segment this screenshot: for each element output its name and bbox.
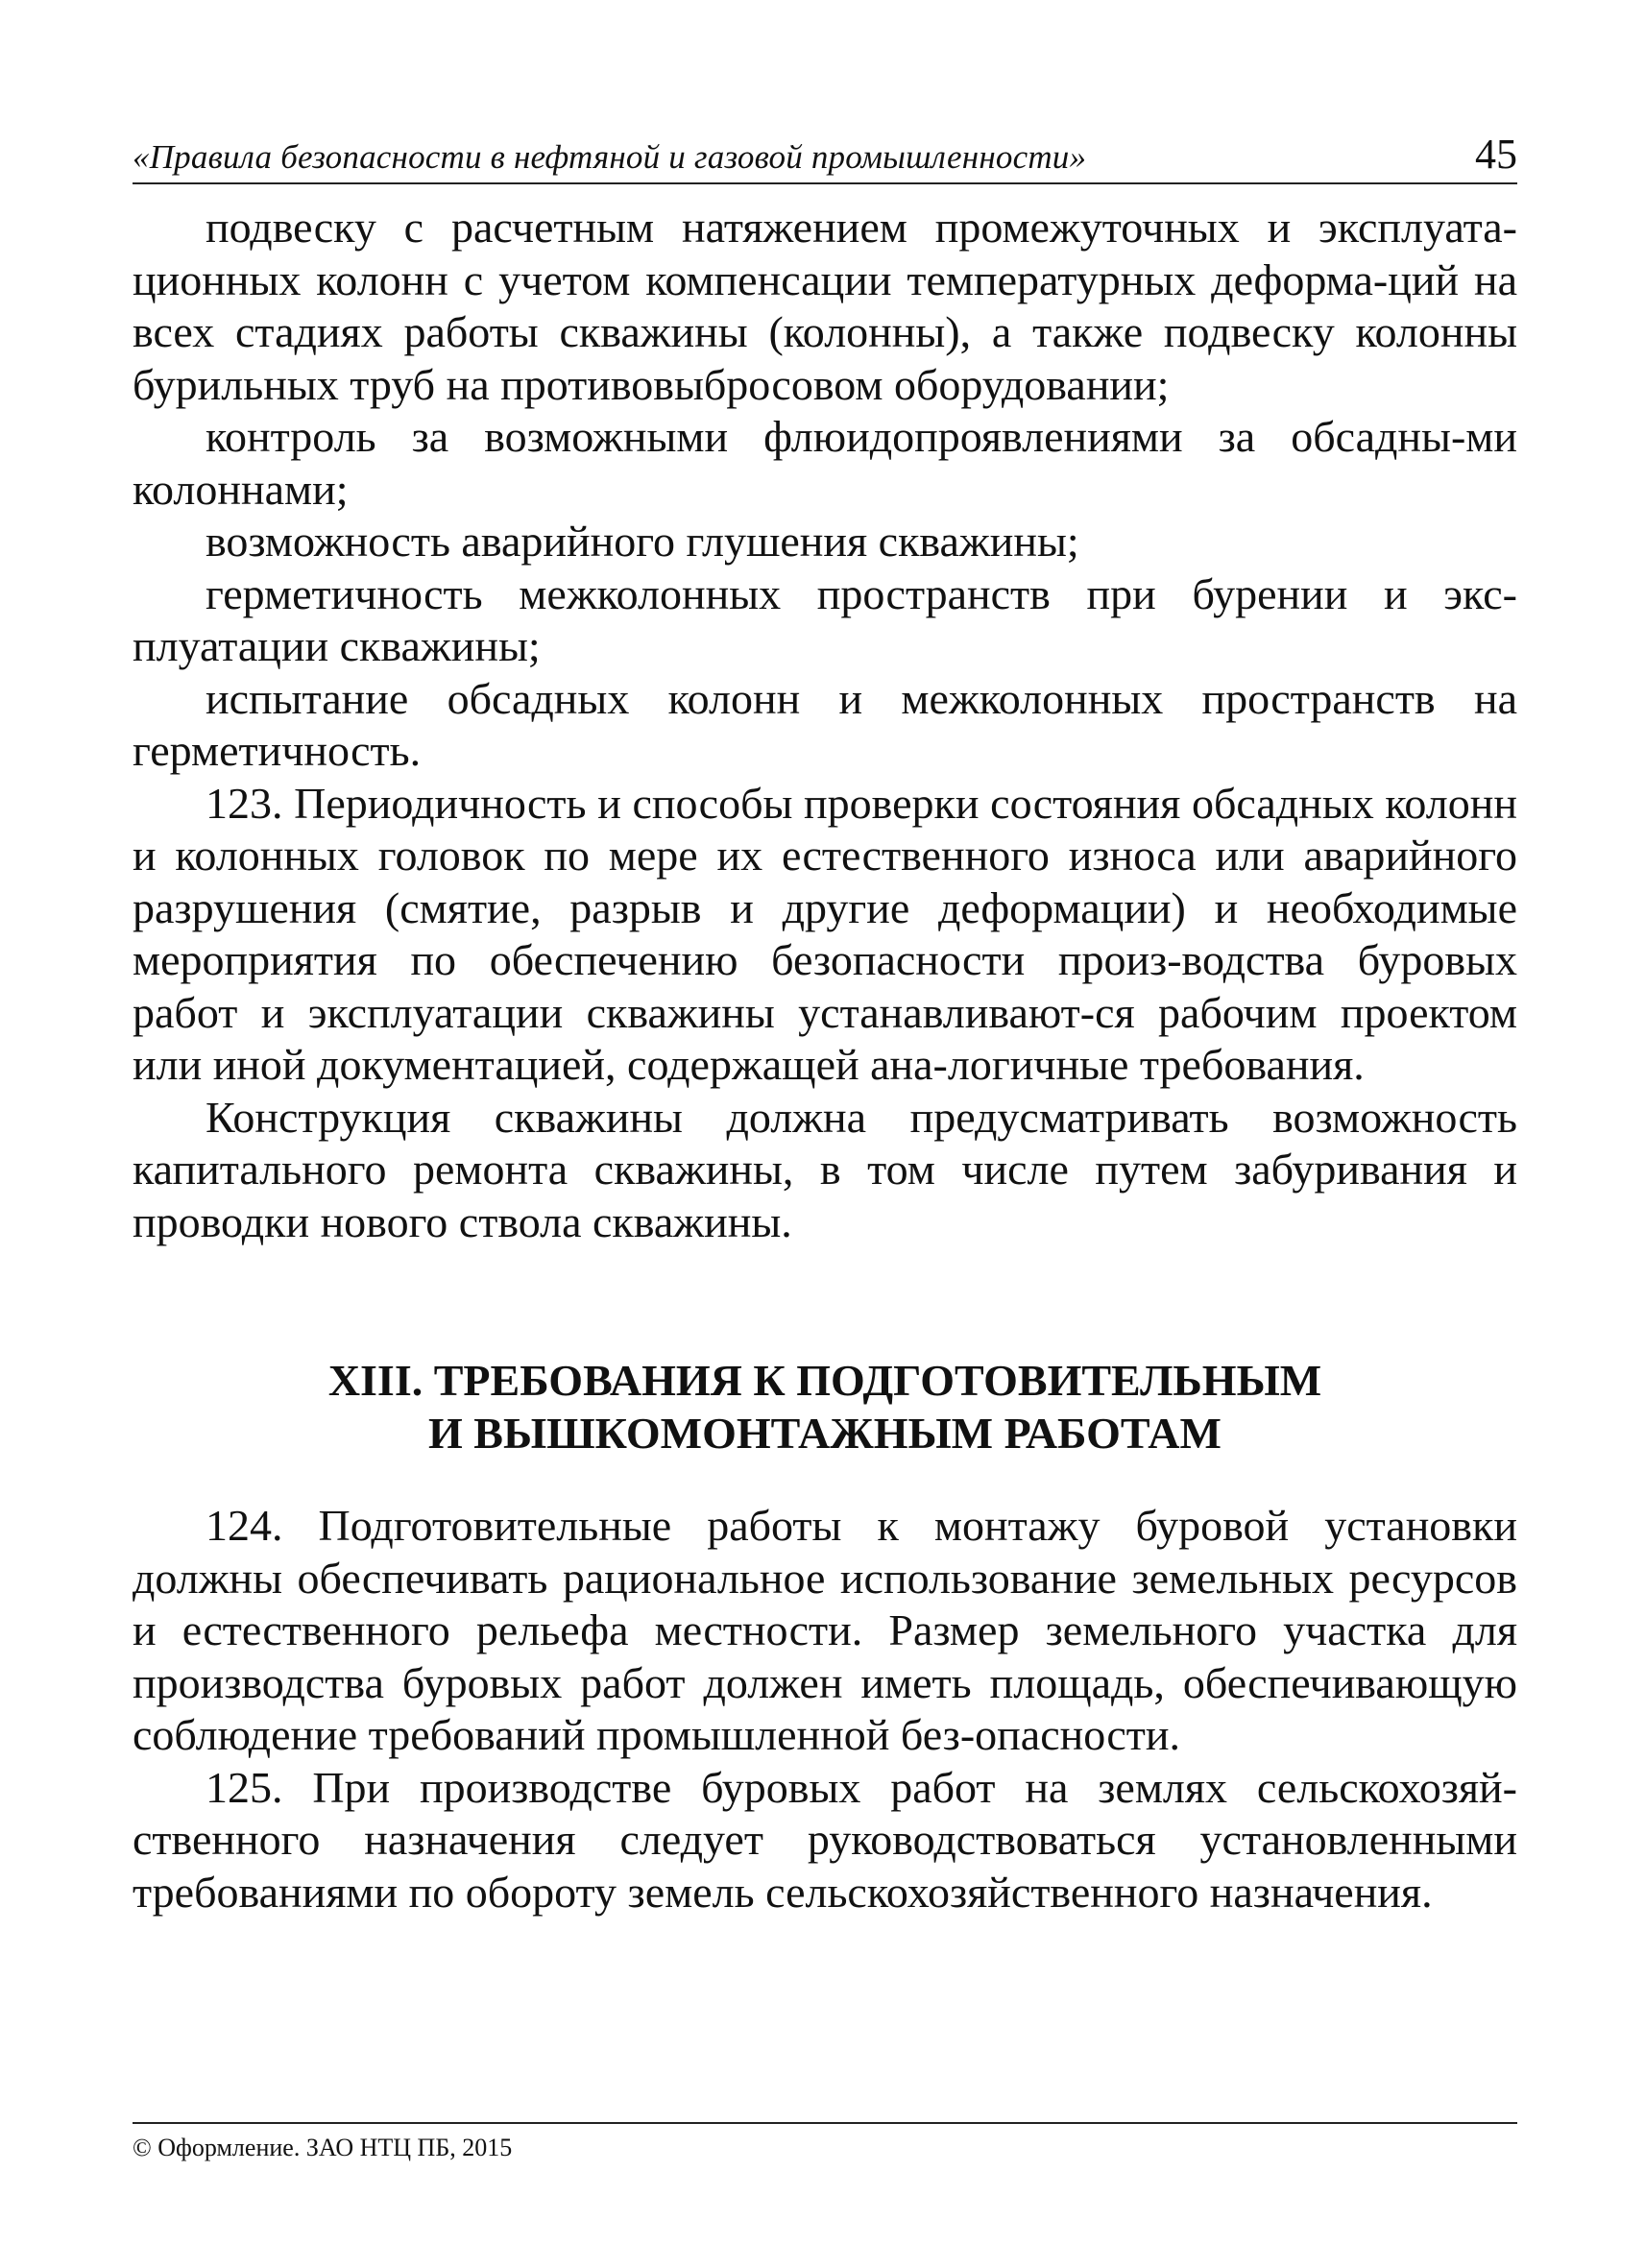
section-heading-line: И ВЫШКОМОНТАЖНЫМ РАБОТАМ [428, 1409, 1222, 1458]
paragraph: герметичность межколонных пространств при бурении и экс-плуатации скважины; [133, 568, 1517, 670]
section-heading-line: XIII. ТРЕБОВАНИЯ К ПОДГОТОВИТЕЛЬНЫМ [327, 1356, 1322, 1405]
section-heading [133, 1354, 1517, 1460]
paragraph: контроль за возможными флюидопроявлениями за обсадны-ми колоннами; [133, 412, 1517, 514]
paragraph-123: 123. Периодичность и способы проверки состояния обсадных колонн и колонных головок по мере их естественного износа или аварийного разрушения (смятие, разрыв и другие деформации) и необходимые мероприятия по обеспечению безопасности произ-водства буровых работ и эксплуатации скважины устанавливают-ся рабочим проектом или иной документацией, содержащей ана-логичные требования. [133, 778, 1517, 1089]
page-number: 45 [1475, 131, 1517, 178]
paragraph-124: 124. Подготовительные работы к монтажу буровой установки должны обеспечивать рациональное использование земельных ресурсов и естественного рельефа местности. Размер земельного участка для производства буровых работ должен иметь площадь, обеспечивающую соблюдение требований промышленной без-опасности. [133, 1501, 1517, 1759]
page-footer [133, 2122, 1517, 2162]
paragraph: возможность аварийного глушения скважины; [206, 517, 1079, 566]
copyright-notice: © Оформление. ЗАО НТЦ ПБ, 2015 [133, 2134, 513, 2161]
running-header-title: «Правила безопасности в нефтяной и газовой промышленности» [133, 138, 1087, 176]
paragraph-125: 125. При производстве буровых работ на землях сельскохозяй-ственного назначения следует руководствоваться установленными требованиями по обороту земель сельскохозяйственного назначения. [133, 1762, 1517, 1917]
body-text [133, 202, 1517, 1918]
paragraph: Конструкция скважины должна предусматривать возможность капитального ремонта скважины, в том числе путем забуривания и проводки нового ствола скважины. [133, 1092, 1517, 1246]
running-header [133, 123, 1517, 184]
paragraph: подвеску с расчетным натяжением промежуточных и эксплуата-ционных колонн с учетом компенсации температурных деформа-ций на всех стадиях работы скважины (колонны), а также подвеску колонны бурильных труб на противовыбросовом оборудовании; [133, 203, 1517, 409]
paragraph: испытание обсадных колонн и межколонных пространств на герметичность. [133, 673, 1517, 775]
